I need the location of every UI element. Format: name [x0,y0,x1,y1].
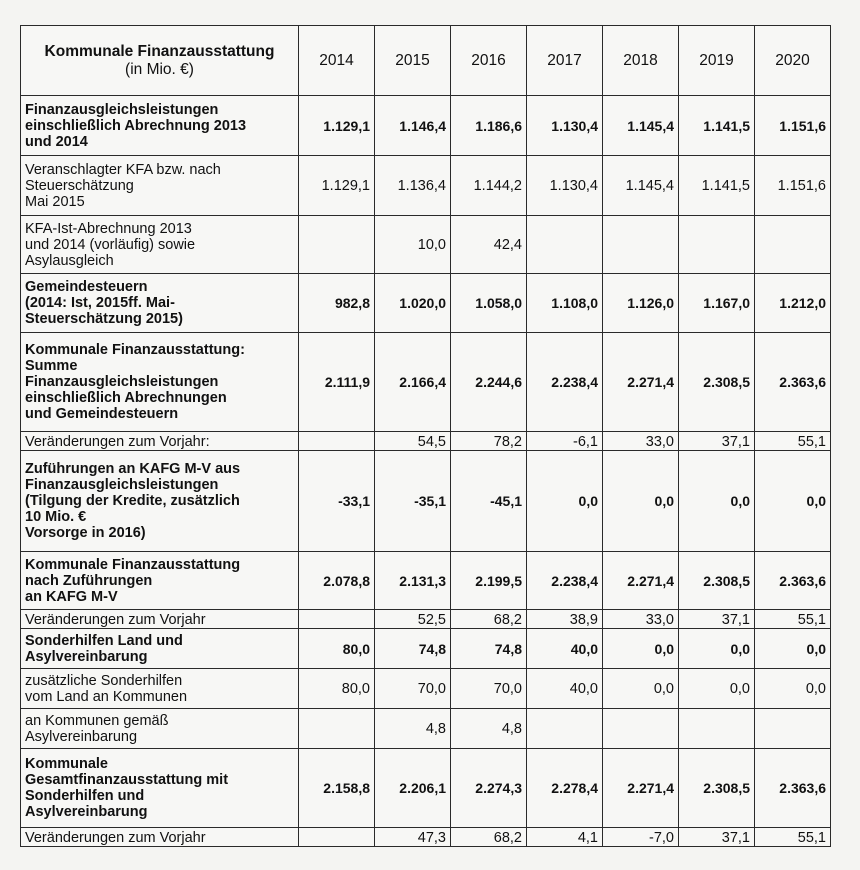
value-cell [299,610,375,629]
value-cell: 1.151,6 [755,96,831,156]
value-cell: 0,0 [679,629,755,669]
value-cell [755,216,831,274]
value-cell: -33,1 [299,451,375,552]
value-cell: 80,0 [299,629,375,669]
value-cell [299,709,375,749]
table-row [21,749,831,828]
row-label-line: Sonderhilfen und [25,788,145,804]
row-label-line: und 2014 [25,133,88,150]
value-cell: 2.238,4 [527,333,603,432]
value-cell: 2.363,6 [755,552,831,610]
value-cell: 78,2 [451,432,527,451]
value-cell: 33,0 [603,432,679,451]
value-cell: 2.271,4 [603,552,679,610]
value-cell [299,828,375,847]
value-cell: -35,1 [375,451,451,552]
value-cell [299,216,375,274]
table-row [21,629,831,669]
value-cell: 47,3 [375,828,451,847]
row-label-line: Steuerschätzung [25,177,134,194]
value-cell: 1.141,5 [679,96,755,156]
row-label-line: Zuführungen an KAFG M-V aus [25,461,241,477]
value-cell: 2.271,4 [603,333,679,432]
value-cell: 2.111,9 [299,333,375,432]
value-cell: 2.363,6 [755,333,831,432]
value-cell: 1.151,6 [755,156,831,216]
year-header: 2015 [375,26,451,96]
table-title-line1: Kommunale Finanzausstattung [44,42,275,60]
value-cell: 1.145,4 [603,156,679,216]
row-label [21,216,299,274]
value-cell: 1.129,1 [299,96,375,156]
value-cell: 2.308,5 [679,749,755,828]
value-cell: 10,0 [375,216,451,274]
value-cell: 1.136,4 [375,156,451,216]
finance-table [20,25,831,847]
row-label-line: Veranschlagter KFA bzw. nach [25,161,221,178]
row-label-line: 10 Mio. € [25,509,87,525]
table-row [21,96,831,156]
value-cell: 0,0 [603,669,679,709]
row-label-line: an KAFG M-V [25,588,118,605]
value-cell [755,709,831,749]
value-cell: 1.020,0 [375,274,451,333]
value-cell: 2.363,6 [755,749,831,828]
value-cell [679,216,755,274]
row-label-line: Finanzausgleichsleistungen [25,477,219,493]
value-cell: 2.244,6 [451,333,527,432]
value-cell [527,709,603,749]
value-cell: 1.145,4 [603,96,679,156]
value-cell: 0,0 [527,451,603,552]
year-header: 2020 [755,26,831,96]
value-cell: 2.078,8 [299,552,375,610]
table-row [21,156,831,216]
row-label-line: Asylvereinbarung [25,728,138,745]
row-label-line: und 2014 (vorläufig) sowie [25,236,196,253]
row-label [21,669,299,709]
value-cell: 55,1 [755,610,831,629]
table-title [21,26,299,96]
value-cell: 0,0 [755,629,831,669]
value-cell [299,432,375,451]
row-label-line: (2014: Ist, 2015ff. Mai- [25,295,175,311]
row-label-line: Summe [25,358,78,374]
row-label-line: Gemeindesteuern [25,279,148,295]
row-label [21,629,299,669]
row-label-line: Veränderungen zum Vorjahr [25,612,206,628]
value-cell: -7,0 [603,828,679,847]
value-cell: 2.238,4 [527,552,603,610]
value-cell: 33,0 [603,610,679,629]
row-label [21,749,299,828]
value-cell: 1.144,2 [451,156,527,216]
row-label-line: Steuerschätzung 2015) [25,311,183,327]
value-cell: 74,8 [451,629,527,669]
table-row [21,709,831,749]
row-label-line: Gesamtfinanzausstattung mit [25,772,229,788]
row-label-line: vom Land an Kommunen [25,688,188,705]
year-header: 2017 [527,26,603,96]
row-label [21,96,299,156]
row-label-line: Kommunale [25,756,108,772]
table-row [21,451,831,552]
value-cell: 2.278,4 [527,749,603,828]
value-cell: 38,9 [527,610,603,629]
value-cell: 1.130,4 [527,96,603,156]
value-cell: 1.167,0 [679,274,755,333]
row-label [21,156,299,216]
value-cell: 70,0 [375,669,451,709]
row-label-line: Kommunale Finanzausstattung: [25,342,245,358]
row-label-line: Sonderhilfen Land und [25,632,183,649]
table-row [21,432,831,451]
row-label-line: an Kommunen gemäß [25,712,169,729]
value-cell: 1.129,1 [299,156,375,216]
table-body [21,96,831,847]
value-cell: 2.206,1 [375,749,451,828]
table-row [21,552,831,610]
row-label [21,552,299,610]
value-cell: 0,0 [603,451,679,552]
row-label-line: Mai 2015 [25,193,85,210]
value-cell: 1.130,4 [527,156,603,216]
value-cell: 0,0 [679,451,755,552]
value-cell: 0,0 [755,451,831,552]
value-cell: 2.274,3 [451,749,527,828]
row-label-line: nach Zuführungen [25,572,153,589]
row-label [21,451,299,552]
value-cell: 4,1 [527,828,603,847]
value-cell: 37,1 [679,432,755,451]
value-cell: 40,0 [527,669,603,709]
table-row [21,216,831,274]
value-cell: 68,2 [451,610,527,629]
value-cell: 1.186,6 [451,96,527,156]
value-cell: 1.141,5 [679,156,755,216]
value-cell: 2.199,5 [451,552,527,610]
value-cell: 37,1 [679,610,755,629]
table-row [21,333,831,432]
year-header: 2014 [299,26,375,96]
row-label-line: Veränderungen zum Vorjahr: [25,434,210,450]
value-cell: 4,8 [451,709,527,749]
value-cell: -6,1 [527,432,603,451]
row-label-line: und Gemeindesteuern [25,406,179,422]
row-label-line: (Tilgung der Kredite, zusätzlich [25,493,240,509]
value-cell: 2.308,5 [679,552,755,610]
value-cell: 42,4 [451,216,527,274]
year-header: 2016 [451,26,527,96]
value-cell: 70,0 [451,669,527,709]
row-label-line: einschließlich Abrechnungen [25,390,227,406]
table-row [21,610,831,629]
value-cell: 80,0 [299,669,375,709]
row-label-line: Vorsorge in 2016) [25,525,146,541]
value-cell: 1.212,0 [755,274,831,333]
row-label [21,610,299,629]
value-cell: 68,2 [451,828,527,847]
table-row [21,274,831,333]
value-cell: 54,5 [375,432,451,451]
value-cell: 2.131,3 [375,552,451,610]
table-title-line2: (in Mio. €) [125,60,194,78]
value-cell: 2.271,4 [603,749,679,828]
value-cell: 40,0 [527,629,603,669]
value-cell: 982,8 [299,274,375,333]
value-cell: 2.166,4 [375,333,451,432]
row-label-line: Veränderungen zum Vorjahr [25,830,206,846]
row-label [21,432,299,451]
value-cell [679,709,755,749]
value-cell: 37,1 [679,828,755,847]
value-cell: 0,0 [679,669,755,709]
table-row [21,828,831,847]
value-cell [603,709,679,749]
value-cell: -45,1 [451,451,527,552]
value-cell: 1.108,0 [527,274,603,333]
value-cell: 74,8 [375,629,451,669]
value-cell: 1.146,4 [375,96,451,156]
row-label-line: Asylvereinbarung [25,804,148,820]
value-cell: 55,1 [755,432,831,451]
row-label-line: Kommunale Finanzausstattung [25,556,241,573]
row-label [21,274,299,333]
row-label-line: Asylvereinbarung [25,648,148,665]
value-cell [527,216,603,274]
value-cell [603,216,679,274]
value-cell: 4,8 [375,709,451,749]
value-cell: 52,5 [375,610,451,629]
value-cell: 0,0 [755,669,831,709]
value-cell: 55,1 [755,828,831,847]
row-label-line: zusätzliche Sonderhilfen [25,672,183,689]
header-row [21,26,831,96]
row-label-line: einschließlich Abrechnung 2013 [25,117,247,134]
year-header: 2019 [679,26,755,96]
row-label-line: Asylausgleich [25,252,114,269]
year-header: 2018 [603,26,679,96]
row-label [21,333,299,432]
value-cell: 1.126,0 [603,274,679,333]
row-label-line: Finanzausgleichsleistungen [25,101,219,118]
value-cell: 0,0 [603,629,679,669]
value-cell: 2.308,5 [679,333,755,432]
row-label [21,709,299,749]
table-row [21,669,831,709]
row-label-line: KFA-Ist-Abrechnung 2013 [25,220,192,237]
row-label-line: Finanzausgleichsleistungen [25,374,219,390]
value-cell: 1.058,0 [451,274,527,333]
value-cell: 2.158,8 [299,749,375,828]
row-label [21,828,299,847]
